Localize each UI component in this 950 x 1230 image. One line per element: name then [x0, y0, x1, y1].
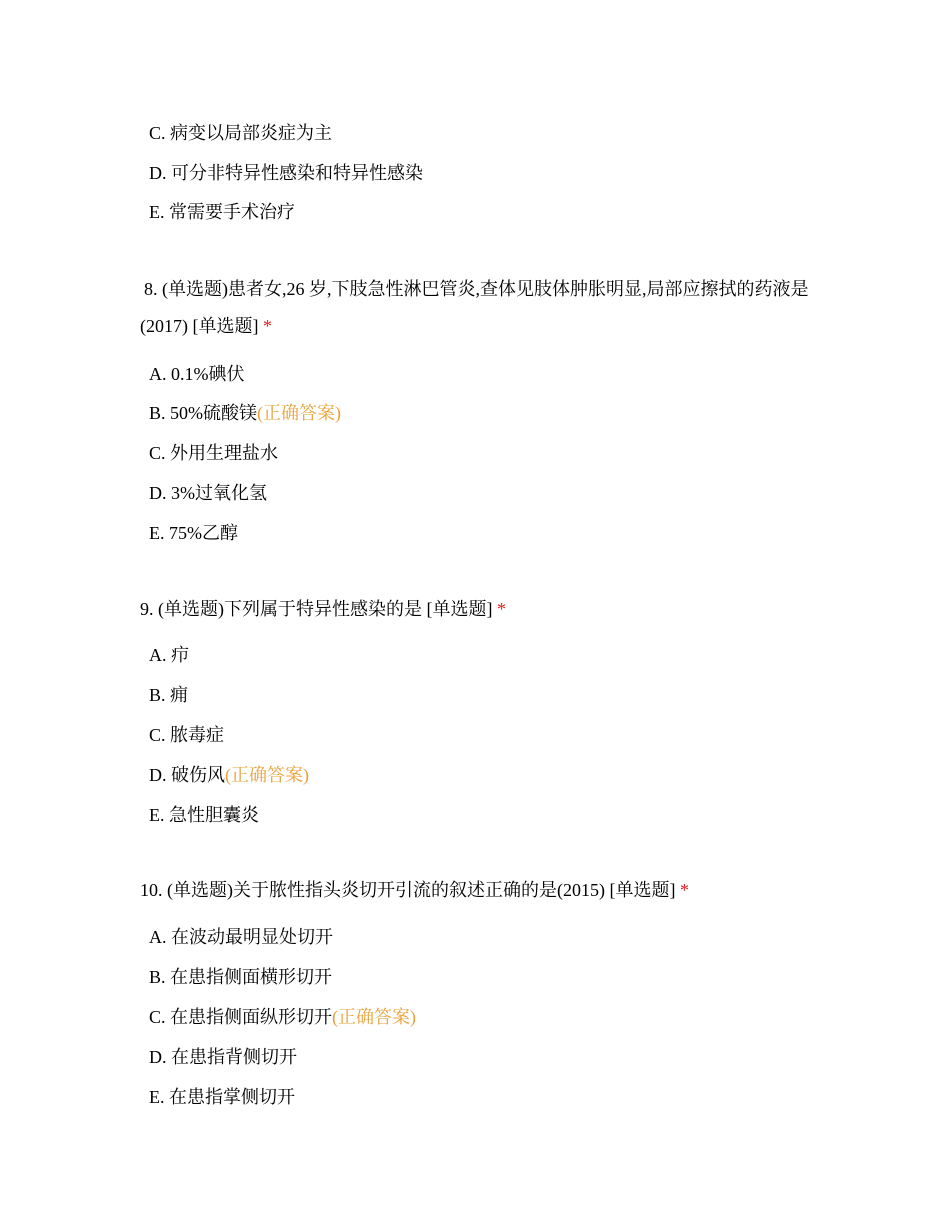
q9-option-d	[149, 763, 309, 787]
q9-option-d-text: D. 破伤风	[149, 765, 225, 785]
q10-title	[140, 872, 820, 909]
q9-option-a-text: A. 疖	[149, 645, 189, 665]
q10-option-e	[149, 1085, 295, 1109]
q9-correct-answer-label: (正确答案)	[225, 765, 309, 785]
q7-option-e-text: E. 常需要手术治疗	[149, 202, 295, 222]
q8-option-a	[149, 362, 245, 386]
q7-option-d	[149, 161, 423, 185]
q7-option-c	[149, 121, 332, 145]
q9-option-a	[149, 643, 189, 667]
q8-option-c	[149, 441, 278, 465]
q7-option-e	[149, 200, 295, 224]
q8-option-b	[149, 401, 341, 425]
q10-option-d-text: D. 在患指背侧切开	[149, 1047, 297, 1067]
q10-option-b	[149, 965, 332, 989]
q10-option-d	[149, 1045, 297, 1069]
q10-option-c-text: C. 在患指侧面纵形切开	[149, 1007, 333, 1027]
q8-title-text: 8. (单选题)患者女,26 岁,下肢急性淋巴管炎,查体见肢体肿胀明显,局部应擦拭的药液是(2017) [单选题]	[140, 279, 809, 336]
q8-option-d-text: D. 3%过氧化氢	[149, 483, 267, 503]
q8-required-mark: *	[262, 316, 272, 336]
q8-option-d	[149, 481, 267, 505]
q9-option-c	[149, 723, 224, 747]
q9-title-text: 9. (单选题)下列属于特异性感染的是 [单选题]	[140, 599, 493, 619]
q10-correct-answer-label: (正确答案)	[332, 1007, 417, 1027]
q9-option-e	[149, 803, 259, 827]
q8-option-a-text: A. 0.1%碘伏	[149, 364, 245, 384]
q8-title	[140, 271, 820, 345]
q7-option-d-text: D. 可分非特异性感染和特异性感染	[149, 163, 423, 183]
q10-option-b-text: B. 在患指侧面横形切开	[149, 967, 333, 987]
q8-option-b-text: B. 50%硫酸镁	[149, 403, 257, 423]
q10-required-mark: *	[679, 880, 689, 900]
q7-option-c-text: C. 病变以局部炎症为主	[149, 123, 333, 143]
q10-option-e-text: E. 在患指掌侧切开	[149, 1087, 295, 1107]
q9-option-c-text: C. 脓毒症	[149, 725, 225, 745]
q9-option-b-text: B. 痈	[149, 685, 189, 705]
q10-option-a	[149, 925, 333, 949]
q10-title-text: 10. (单选题)关于脓性指头炎切开引流的叙述正确的是(2015) [单选题]	[140, 880, 676, 900]
q8-option-e-text: E. 75%乙醇	[149, 523, 238, 543]
q9-option-b	[149, 683, 188, 707]
q9-title	[140, 591, 820, 628]
q9-required-mark: *	[496, 599, 506, 619]
q10-option-c	[149, 1005, 416, 1029]
q8-correct-answer-label: (正确答案)	[257, 403, 341, 423]
q10-option-a-text: A. 在波动最明显处切开	[149, 927, 333, 947]
q8-option-c-text: C. 外用生理盐水	[149, 443, 279, 463]
q9-option-e-text: E. 急性胆囊炎	[149, 805, 259, 825]
q8-option-e	[149, 521, 238, 545]
